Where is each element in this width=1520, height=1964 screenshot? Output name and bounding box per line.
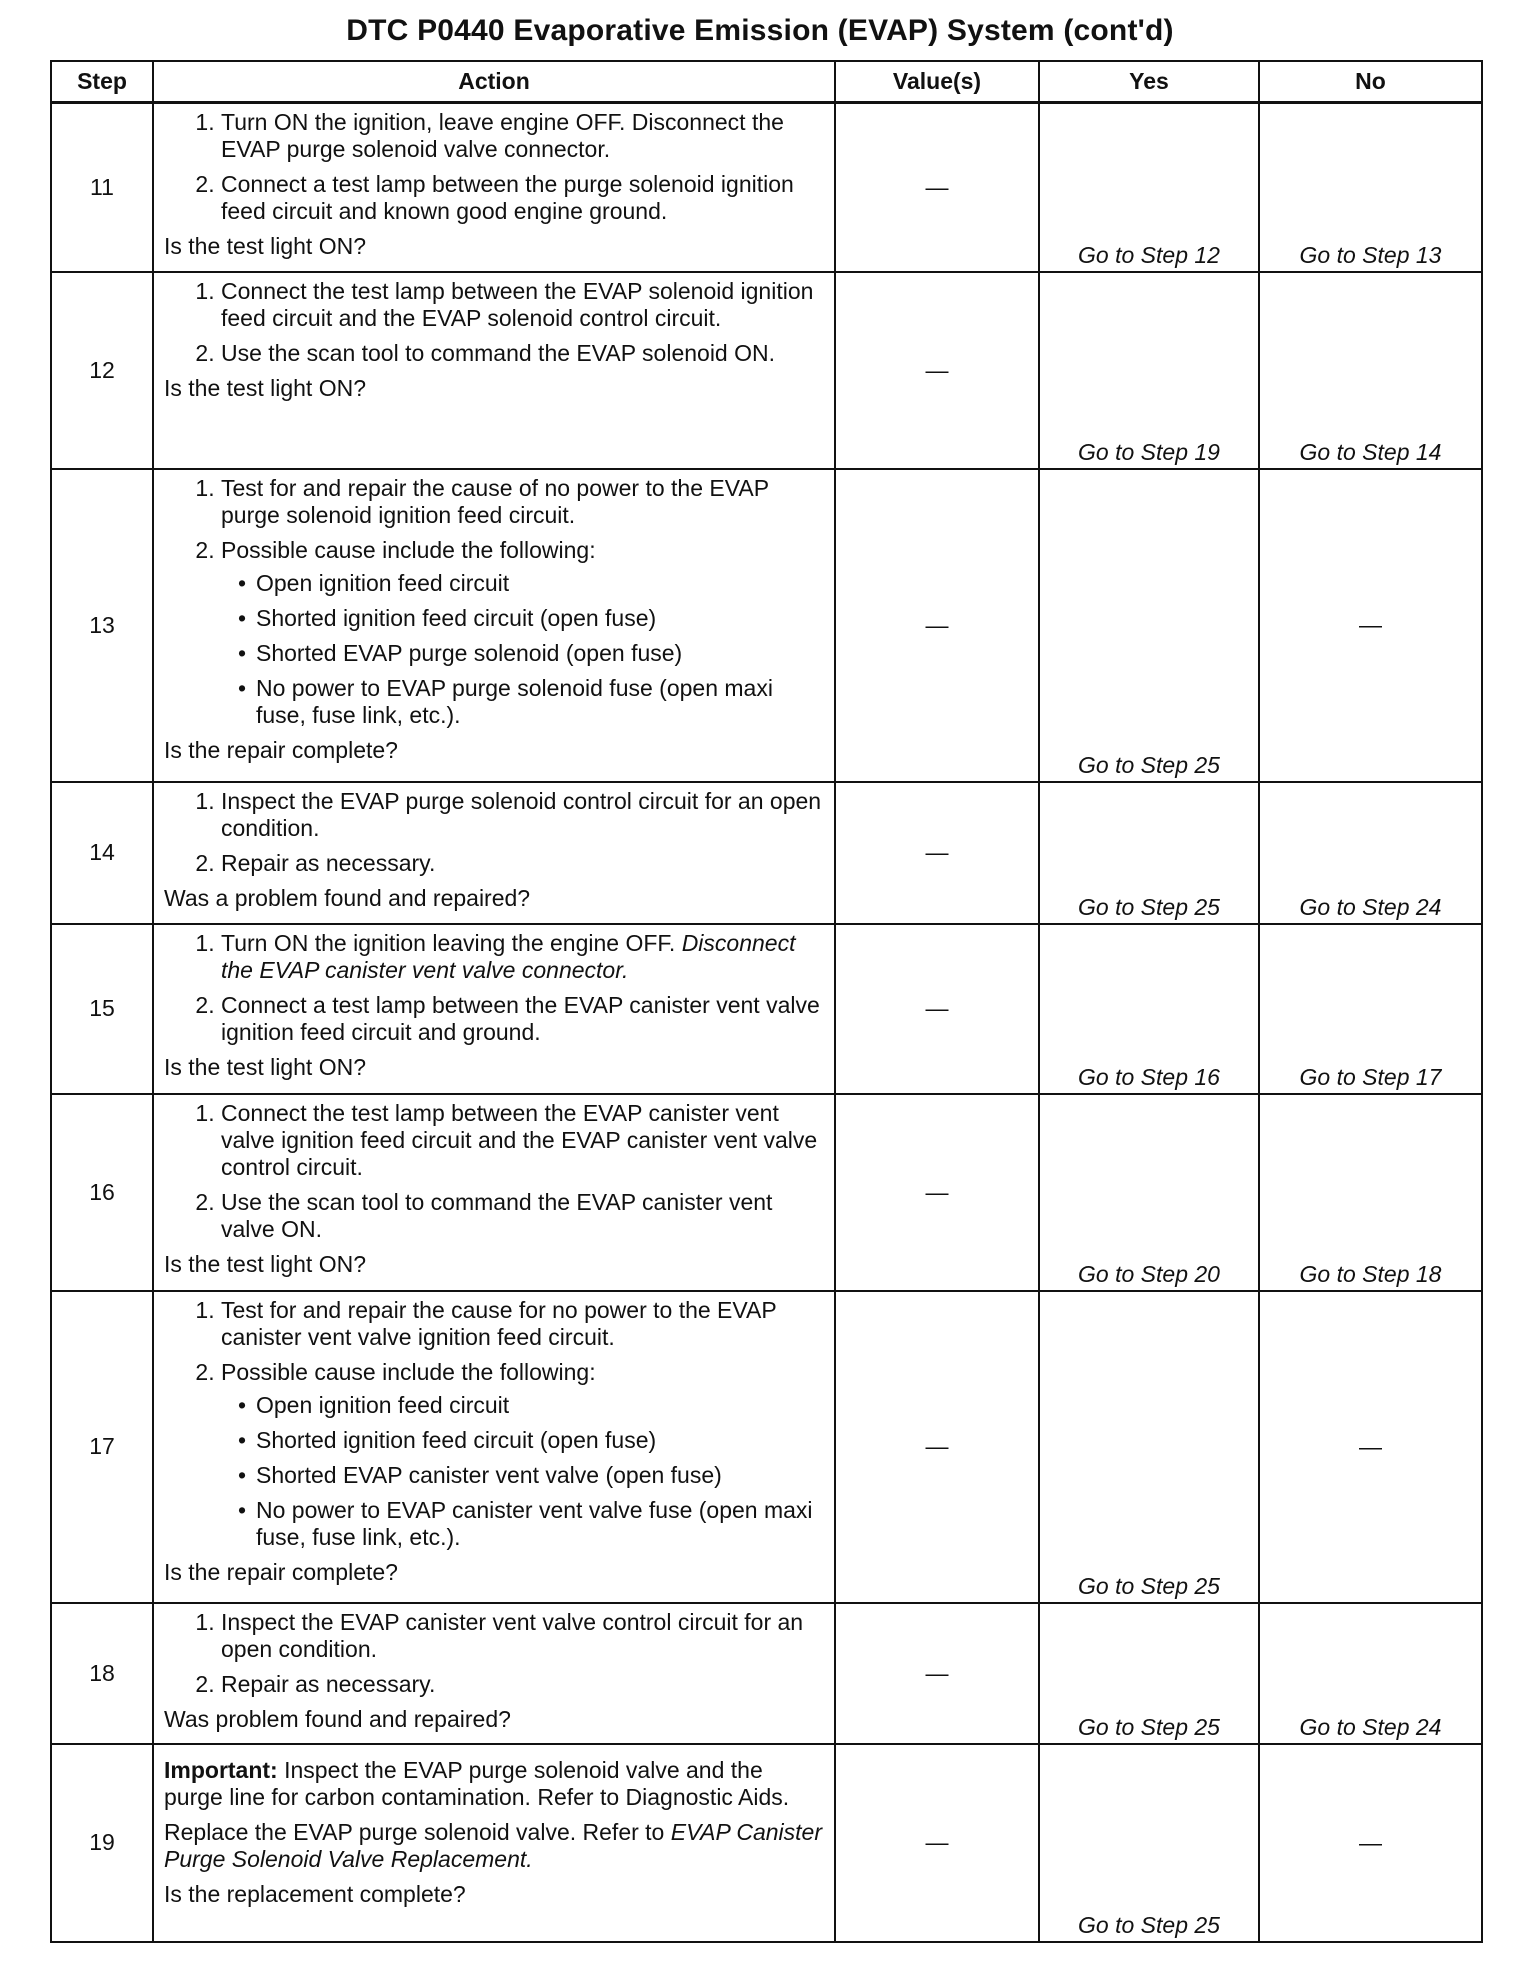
cause-item: • No power to EVAP canister vent valve fuse (open maxi fuse, fuse link, etc.).: [256, 1497, 824, 1551]
replace-text: Replace the EVAP purge solenoid valve. Refer to: [164, 1818, 671, 1845]
yes-cell: [1039, 1744, 1259, 1942]
table-row: [51, 924, 1482, 1094]
action-question: Is the repair complete?: [164, 1558, 398, 1585]
action-item: 2. Connect a test lamp between the EVAP canister vent valve ignition feed circuit and ground.: [221, 992, 824, 1046]
yes-cell: [1039, 1603, 1259, 1744]
yes-cell: [1039, 1094, 1259, 1291]
important-text: Inspect the EVAP purge solenoid valve and the purge line for carbon contamination. Refer to Diagnostic Aids.: [164, 1756, 790, 1810]
yes-result: Go to Step 19: [1078, 438, 1220, 465]
table-row: [51, 272, 1482, 469]
yes-result: Go to Step 25: [1078, 893, 1220, 920]
yes-result: Go to Step 25: [1078, 1713, 1220, 1740]
action-item: [221, 537, 824, 729]
step-number: 11: [51, 103, 153, 272]
yes-result: Go to Step 12: [1078, 241, 1220, 268]
action-item: 1. Test for and repair the cause of no power to the EVAP purge solenoid ignition feed circuit.: [221, 475, 824, 529]
yes-result: Go to Step 16: [1078, 1063, 1220, 1090]
action-steps: [164, 930, 824, 1046]
action-question: Is the test light ON?: [164, 1250, 366, 1277]
value-cell: —: [835, 1094, 1039, 1291]
important-note: [164, 1757, 824, 1811]
no-result: Go to Step 24: [1299, 893, 1442, 920]
value-cell: —: [835, 782, 1039, 924]
action-cell: [153, 782, 835, 924]
action-cell: [153, 1094, 835, 1291]
step-number: 13: [51, 469, 153, 782]
no-cell: [1259, 924, 1482, 1094]
value-cell: —: [835, 469, 1039, 782]
no-result: Go to Step 18: [1299, 1260, 1442, 1287]
yes-result: Go to Step 25: [1078, 751, 1220, 778]
no-result: —: [1359, 611, 1382, 638]
header-no: No: [1259, 61, 1482, 103]
cause-item: • No power to EVAP purge solenoid fuse (open maxi fuse, fuse link, etc.).: [256, 675, 824, 729]
action-steps: [164, 788, 824, 877]
table-row: [51, 1094, 1482, 1291]
step-number: 18: [51, 1603, 153, 1744]
table-row: [51, 1291, 1482, 1603]
action-question: Is the repair complete?: [164, 736, 398, 763]
header-action: Action: [153, 61, 835, 103]
no-cell: [1259, 1744, 1482, 1942]
action-item-text: Possible cause include the following:: [221, 536, 596, 563]
value-cell: —: [835, 1603, 1039, 1744]
action-question: Is the test light ON?: [164, 374, 366, 401]
value-cell: —: [835, 1744, 1039, 1942]
no-result: Go to Step 14: [1299, 438, 1442, 465]
action-item: 1. Inspect the EVAP canister vent valve control circuit for an open condition.: [221, 1609, 824, 1663]
no-cell: [1259, 469, 1482, 782]
action-item: 2. Use the scan tool to command the EVAP solenoid ON.: [221, 340, 824, 367]
yes-cell: [1039, 924, 1259, 1094]
no-cell: [1259, 103, 1482, 272]
table-row: [51, 782, 1482, 924]
yes-cell: [1039, 1291, 1259, 1603]
no-cell: [1259, 1603, 1482, 1744]
value-cell: —: [835, 103, 1039, 272]
cause-item: • Shorted ignition feed circuit (open fuse): [256, 605, 824, 632]
action-question: Was problem found and repaired?: [164, 1705, 511, 1732]
action-item: 2. Connect a test lamp between the purge solenoid ignition feed circuit and known good engine ground.: [221, 171, 824, 225]
action-item: 1. Connect the test lamp between the EVAP solenoid ignition feed circuit and the EVAP solenoid control circuit.: [221, 278, 824, 332]
value-cell: —: [835, 272, 1039, 469]
action-item: 1. Inspect the EVAP purge solenoid control circuit for an open condition.: [221, 788, 824, 842]
action-item-text: Turn ON the ignition leaving the engine OFF.: [221, 929, 676, 956]
value-cell: —: [835, 1291, 1039, 1603]
yes-cell: [1039, 103, 1259, 272]
no-cell: [1259, 782, 1482, 924]
action-item: [221, 1359, 824, 1551]
cause-item: • Shorted ignition feed circuit (open fuse): [256, 1427, 824, 1454]
yes-cell: [1039, 469, 1259, 782]
header-step: Step: [51, 61, 153, 103]
step-number: 16: [51, 1094, 153, 1291]
cause-item: • Shorted EVAP purge solenoid (open fuse): [256, 640, 824, 667]
action-cell: [153, 1291, 835, 1603]
action-item: [221, 930, 824, 984]
no-result: —: [1359, 1433, 1382, 1459]
action-item-text: Possible cause include the following:: [221, 1358, 596, 1385]
action-question: Is the replacement complete?: [164, 1880, 466, 1907]
action-steps: [164, 1297, 824, 1551]
no-cell: [1259, 272, 1482, 469]
step-number: 19: [51, 1744, 153, 1942]
action-question: Is the test light ON?: [164, 233, 366, 259]
cause-list: [221, 570, 824, 729]
no-cell: [1259, 1094, 1482, 1291]
action-item: 1. Turn ON the ignition, leave engine OFF. Disconnect the EVAP purge solenoid valve connector.: [221, 109, 824, 163]
step-number: 17: [51, 1291, 153, 1603]
action-question: Is the test light ON?: [164, 1053, 366, 1080]
header-values: Value(s): [835, 61, 1039, 103]
yes-cell: [1039, 782, 1259, 924]
action-cell: [153, 1744, 835, 1942]
no-result: Go to Step 13: [1299, 241, 1442, 268]
table-row: [51, 1603, 1482, 1744]
cause-item: • Shorted EVAP canister vent valve (open fuse): [256, 1462, 824, 1489]
step-number: 15: [51, 924, 153, 1094]
replace-instruction: [164, 1819, 824, 1873]
yes-result: Go to Step 25: [1078, 1911, 1220, 1938]
step-number: 14: [51, 782, 153, 924]
value-cell: —: [835, 924, 1039, 1094]
no-result: Go to Step 17: [1299, 1063, 1442, 1090]
table-header-row: [51, 61, 1482, 103]
table-row: [51, 1744, 1482, 1942]
step-number: 12: [51, 272, 153, 469]
cause-list: [221, 1392, 824, 1551]
action-cell: [153, 924, 835, 1094]
action-item: 1. Test for and repair the cause for no power to the EVAP canister vent valve ignition feed circuit.: [221, 1297, 824, 1351]
cause-item: • Open ignition feed circuit: [256, 1392, 824, 1419]
yes-cell: [1039, 272, 1259, 469]
action-item: 1. Connect the test lamp between the EVAP canister vent valve ignition feed circuit and the EVAP canister vent valve control circuit.: [221, 1100, 824, 1181]
action-steps: [164, 1100, 824, 1243]
action-steps: [164, 278, 824, 367]
important-label: Important:: [164, 1756, 278, 1783]
action-item: 2. Repair as necessary.: [221, 850, 824, 877]
action-cell: [153, 272, 835, 469]
action-steps: [164, 475, 824, 729]
diagnostic-table: [50, 60, 1483, 1943]
page-title: DTC P0440 Evaporative Emission (EVAP) System (cont'd): [346, 14, 1174, 47]
replace-reference: EVAP Canister Purge Solenoid Valve Replacement.: [164, 1818, 823, 1872]
header-yes: Yes: [1039, 61, 1259, 103]
action-question: Was a problem found and repaired?: [164, 884, 531, 911]
table-row: [51, 469, 1482, 782]
action-cell: [153, 1603, 835, 1744]
action-steps: [164, 1609, 824, 1698]
cause-item: • Open ignition feed circuit: [256, 570, 824, 597]
action-item: 2. Repair as necessary.: [221, 1671, 824, 1698]
action-item-italic: Disconnect the EVAP canister vent valve connector.: [221, 929, 796, 983]
yes-result: Go to Step 20: [1078, 1260, 1220, 1287]
no-result: —: [1359, 1829, 1382, 1855]
no-cell: [1259, 1291, 1482, 1603]
action-cell: [153, 103, 835, 272]
table-row: [51, 103, 1482, 272]
yes-result: Go to Step 25: [1078, 1572, 1220, 1599]
no-result: Go to Step 24: [1299, 1713, 1442, 1740]
action-item: 2. Use the scan tool to command the EVAP canister vent valve ON.: [221, 1189, 824, 1243]
action-steps: [164, 109, 824, 225]
action-cell: [153, 469, 835, 782]
